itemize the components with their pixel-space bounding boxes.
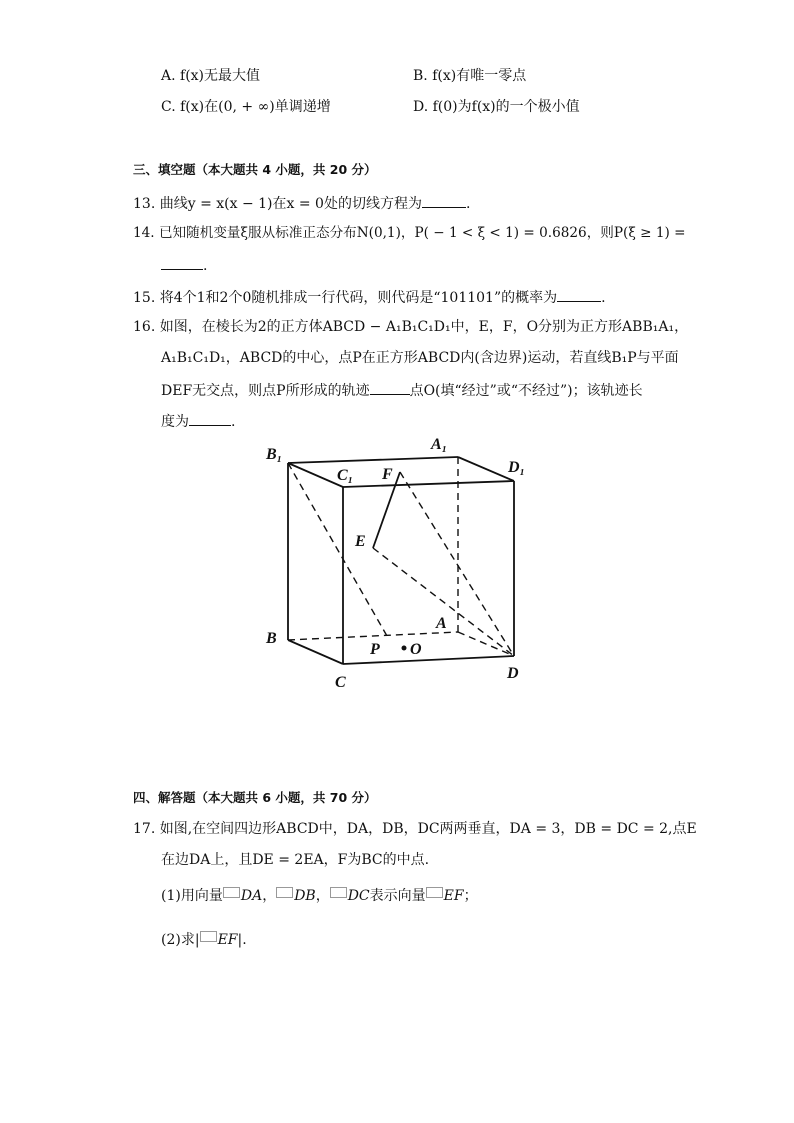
option-c: C. f(x)在(0, + ∞)单调递增 bbox=[161, 99, 331, 115]
question-number: 17. bbox=[133, 821, 156, 837]
edge-c1-d1 bbox=[343, 481, 514, 487]
edge-e-f bbox=[373, 472, 400, 548]
label-e: E bbox=[355, 533, 366, 550]
question-number: 15. bbox=[133, 290, 156, 306]
section-heading-fill-blank: 三、填空题（本大题共 4 小题，共 20 分） bbox=[133, 162, 377, 177]
label-c1: C₁ bbox=[337, 467, 354, 484]
part-1-prefix: (1)用向量 bbox=[161, 888, 223, 904]
question-17-line-2: 在边DA上，且DE = 2EA，F为BC的中点. bbox=[161, 852, 430, 868]
label-o: O bbox=[410, 641, 422, 658]
part-2-prefix: (2)求| bbox=[161, 932, 200, 948]
label-d1: D₁ bbox=[508, 459, 526, 476]
part-1-mid: 表示向量 bbox=[369, 888, 426, 904]
label-p: P bbox=[370, 641, 380, 658]
vector-da: DA bbox=[240, 888, 263, 904]
question-text-part: 度为 bbox=[161, 414, 189, 430]
vector-db: DB bbox=[294, 888, 316, 904]
question-end: . bbox=[203, 258, 208, 274]
label-f: F bbox=[382, 466, 393, 483]
segment-b1-p bbox=[288, 463, 387, 636]
label-c: C bbox=[335, 674, 346, 691]
question-text: 曲线y = x(x − 1)在x = 0处的切线方程为 bbox=[159, 196, 422, 212]
vector-ef: EF bbox=[443, 888, 464, 904]
label-a: A bbox=[436, 615, 447, 632]
edge-c-d bbox=[343, 656, 514, 664]
segment-e-d bbox=[373, 548, 514, 656]
question-number: 13. bbox=[133, 196, 156, 212]
question-17-part-1: (1)用向量 DA， DB， DC表示向量 EF； bbox=[161, 888, 478, 904]
vector-arrow-icon bbox=[200, 931, 217, 942]
question-text: 已知随机变量ξ服从标准正态分布N(0,1)，P( − 1 < ξ < 1) = 0.6826，则P(ξ ≥ 1) = bbox=[158, 225, 686, 241]
edge-a1-d1 bbox=[458, 457, 514, 481]
label-d: D bbox=[507, 665, 519, 682]
option-d: D. f(0)为f(x)的一个极小值 bbox=[413, 99, 580, 115]
vector-arrow-icon bbox=[426, 887, 443, 898]
question-text: 将4个1和2个0随机排成一行代码，则代码是“101101”的概率为 bbox=[159, 290, 558, 306]
edge-a-d bbox=[458, 632, 514, 656]
question-text-line-1: 如图，在棱长为2的正方体ABCD − A₁B₁C₁D₁中，E，F，O分别为正方形ABB₁A₁， bbox=[159, 319, 689, 335]
question-17-part-2 bbox=[161, 931, 247, 949]
question-text-line-1: 如图,在空间四边形ABCD中，DA，DB，DC两两垂直，DA = 3，DB = DC = 2,点E bbox=[159, 821, 697, 837]
label-a1: A₁ bbox=[431, 436, 448, 453]
edge-b-c bbox=[288, 640, 343, 664]
edge-b-a bbox=[288, 632, 458, 640]
section-heading-solutions: 四、解答题（本大题共 6 小题，共 70 分） bbox=[133, 790, 377, 805]
question-text-part: 点O(填“经过”或“不经过”)；该轨迹长 bbox=[409, 383, 643, 399]
label-b: B bbox=[266, 630, 277, 647]
question-16-line-2: A₁B₁C₁D₁，ABCD的中心，点P在正方形ABCD内(含边界)运动，若直线B₁P与平面 bbox=[161, 350, 679, 366]
option-a: A. f(x)无最大值 bbox=[161, 68, 261, 84]
part-2-end: |. bbox=[237, 932, 247, 948]
vector-arrow-icon bbox=[330, 887, 347, 898]
edge-b1-c1 bbox=[288, 463, 343, 487]
segment-f-d bbox=[400, 472, 514, 656]
question-text-part: DEF无交点，则点P所形成的轨迹 bbox=[161, 383, 370, 399]
part-1-end: ； bbox=[463, 888, 478, 904]
point-o bbox=[402, 646, 407, 651]
question-number: 16. bbox=[133, 319, 156, 335]
label-b1: B₁ bbox=[266, 446, 283, 463]
vector-ef-magnitude: EF bbox=[217, 932, 238, 948]
vector-arrow-icon bbox=[223, 887, 240, 898]
option-b: B. f(x)有唯一零点 bbox=[413, 68, 527, 84]
vector-dc: DC bbox=[347, 888, 370, 904]
question-end: . bbox=[231, 414, 236, 430]
question-end: . bbox=[465, 196, 471, 212]
vector-arrow-icon bbox=[276, 887, 293, 898]
edge-b1-a1 bbox=[288, 457, 458, 463]
question-17 bbox=[133, 820, 697, 838]
question-number: 14. bbox=[133, 225, 155, 241]
question-end: . bbox=[601, 290, 606, 306]
